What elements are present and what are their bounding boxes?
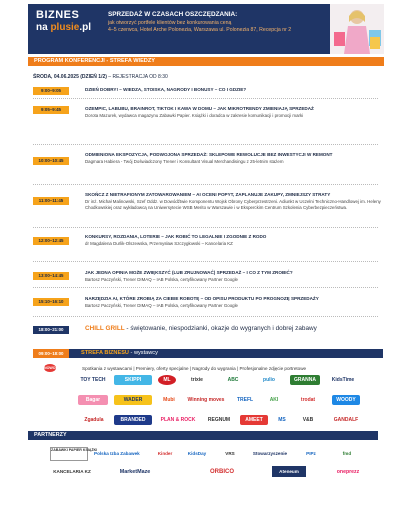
exhibitor-logo[interactable]: Mubi [163,397,175,403]
divider [33,98,378,99]
business-zone-time: 09:00–18:00 [33,349,69,358]
partner-logo[interactable]: Stowarzyszenie [252,451,288,456]
exhibitor-logo[interactable]: GRANNA [290,375,320,385]
exhibitor-logo[interactable]: WADER [114,395,152,405]
exhibitor-logo[interactable]: AMEET [240,415,268,425]
divider [33,144,378,145]
divider [33,261,378,262]
session-title: SKOŃCZ Z NIETRAFIONYM ZATOWAROWANIEM – AI OCENI POPYT, ZAPLANUJE ZAKUPY, ZMNIEJSZY STRATY [85,192,331,197]
exhibitor-logo[interactable]: WOODY [332,395,360,405]
session-speaker: Bartosz Paczyński, Trener DIMAQ – IAB Polska, certyfikowany Partner Google [85,303,238,308]
biznes-logo[interactable] [36,10,91,33]
session-title: JAK JEDNA OPINIA MOŻE ZWIĘKSZYĆ (LUB ZRUJNOWAĆ) SPRZEDAŻ – I CO Z TYM ZROBIĆ? [85,270,293,275]
session-time: 10:00–10:45 [33,157,69,165]
partner-logo[interactable]: PIPz [306,451,316,456]
exhibitor-logo[interactable]: Zgadula [84,417,104,423]
session-speaker: dr Magdalena Durlik-Olszewska, Przemysław Szczygłowski – Kancelaria KZ [85,241,233,246]
partner-logo[interactable]: Ateneum [272,466,306,477]
partner-logo[interactable]: ORBICO [210,469,234,475]
logo-line2: na plusie.pl [36,22,92,33]
partner-logo[interactable]: fmd [342,451,352,456]
event-subtitle: jak otworzyć portfele klientów bez konkurowania ceną 4–5 czerwca, Hotel Arche Polonezia, Warszawa ul. Polonezia 87, Recepcja nr 2 [108,20,292,33]
session-title: OZEMPIC, LABUBU, BRAINROT, TIKTOK I KAWA W DOMU – JAK MIKROTRENDY ZMIENIAJĄ SPRZEDAŻ [85,106,314,111]
exhibitor-logos [78,375,378,435]
divider [33,184,378,185]
session-title: KONKURSY, ROZDANIA, LOTERIE – JAK ROBIĆ TO LEGALNIE I ZGODNIE Z RODO [85,234,267,239]
exhibitor-logo[interactable]: BRANDED [114,415,152,425]
exhibitor-logo[interactable]: trixie [191,377,203,383]
exhibitor-logo[interactable]: Winning moves [187,397,225,403]
session-time: 11:00–11:45 [33,197,69,205]
exhibitor-logo[interactable]: ABC [227,377,239,383]
partner-logo[interactable]: Polska Izba Zabawek [94,451,140,456]
exhibitor-logo[interactable]: ML [158,375,176,385]
exhibitor-logo[interactable]: pulio [263,377,275,383]
exhibitor-logo[interactable]: AKI [269,397,279,403]
exhibitor-logo[interactable]: TREFL [236,397,254,403]
partner-logo[interactable]: VRS [225,451,235,456]
partner-logo[interactable]: MarketMaze [119,469,151,475]
divider [33,227,378,228]
partner-logo[interactable]: KidsDay [187,451,207,456]
session-title: DZIEŃ DOBRY! – WIEDZA, STOISKA, NAGRODY I BONUSY – CO I GDZIE? [85,87,247,92]
exhibitor-logo[interactable]: Bagar [78,395,108,405]
chill-grill-text: CHILL GRILL - świętowanie, niespodzianki, okazje do wygranych i dobrej zabawy [85,325,317,332]
partner-logo[interactable]: oneprezz [336,469,360,475]
divider [33,287,378,288]
session-time: 15:10–16:10 [33,298,69,306]
event-title: SPRZEDAŻ W CZASACH OSZCZĘDZANIA: [108,11,238,18]
partner-logo[interactable]: ZABAWKI PAPIER KSIĄŻKI [50,447,88,461]
exhibitor-logo[interactable]: PLAN & ROCK [160,417,196,423]
partners-bar: PARTNERZY [28,431,378,440]
session-title: ODMIENIONA EKSPOZYCJA, PODWOJONA SPRZEDAŻ: SKLEPOWE REWOLUCJE BEZ INWESTYCJI W REMONT [85,152,333,157]
exhibitor-logo[interactable]: GANDALF [333,417,359,423]
session-speaker: Dagmara Habiera - Twój Doświadczony Trener i Konsultant Visual Merchandisingu z 25-letnim stażem [85,159,284,164]
business-zone-bar [33,349,383,358]
header-banner [28,4,384,54]
exhibitor-logo[interactable]: REGNUM [207,417,231,423]
exhibitor-logo[interactable]: MS [278,417,286,423]
exhibitor-logo[interactable]: KidsTime [331,377,355,383]
divider [33,316,378,317]
chill-grill-time: 18:00–21:00 [33,326,69,334]
session-title: NARZĘDZIA AI, KTÓRE ZROBIĄ ZA CIEBIE ROBOTĘ – OD OPISU PRODUKTU PO PROGNOZĘ SPRZEDAŻY [85,296,319,301]
business-zone-title: STREFA BIZNESU - wystawcy [81,350,158,356]
exhibitor-logo[interactable]: V&B [302,417,314,423]
session-time: 13:00–14:45 [33,272,69,280]
business-zone-description: Spotkania z wystawcami | Premiery, oferty specjalne | Nagrody do wygrania | Profesjonalne zdjęcie portretowe [82,366,307,371]
session-time: 9:00–9:05 [33,87,69,95]
partner-logo[interactable]: Kinder [157,451,173,456]
exhibitor-logo[interactable]: trodat [300,397,316,403]
new-badge: NOWOŚĆ [44,366,61,370]
session-time: 9:05–9:45 [33,106,69,114]
logo-line1: BIZNES [36,9,80,21]
partner-logo[interactable]: KANCELARIA KZ [53,469,91,474]
session-speaker: Bartosz Paczyński, Trener DIMAQ – IAB Polska, certyfikowany Partner Google [85,277,238,282]
girl-with-shopping-bags-image [330,4,384,54]
session-speaker: Dorota Mazurek, wydawca magazynu Zabawki Papier. Książki i doradca w zakresie komunikacji i promocji marki [85,113,304,118]
session-time: 12:00–12:45 [33,237,69,245]
program-date: ŚRODA, 04.06.2025 (DZIEŃ 1/2) – REJESTRACJA OD 8:30 [33,74,168,80]
session-speaker: Dr inż. Michał Malinowski, Szef Oddz. w Dowódźtwie Komponentu Wojsk Obrony Cyberprzestrzeni. Adiunkt w Uczelni Techniczno-Handlowej im. Heleny Chodkowskiej oraz wykładowcą na Uniwersytecie WSB Merito w Warszawie i w Eksperckim Centrum Szkolenia Cyberbezpieczeństwa. [85,199,381,210]
exhibitor-logo[interactable]: SKIPPI [114,375,152,385]
exhibitor-logo[interactable]: TOY TECH [80,377,106,383]
program-section-bar: PROGRAM KONFERENCJI - STREFA WIEDZY [28,57,384,66]
